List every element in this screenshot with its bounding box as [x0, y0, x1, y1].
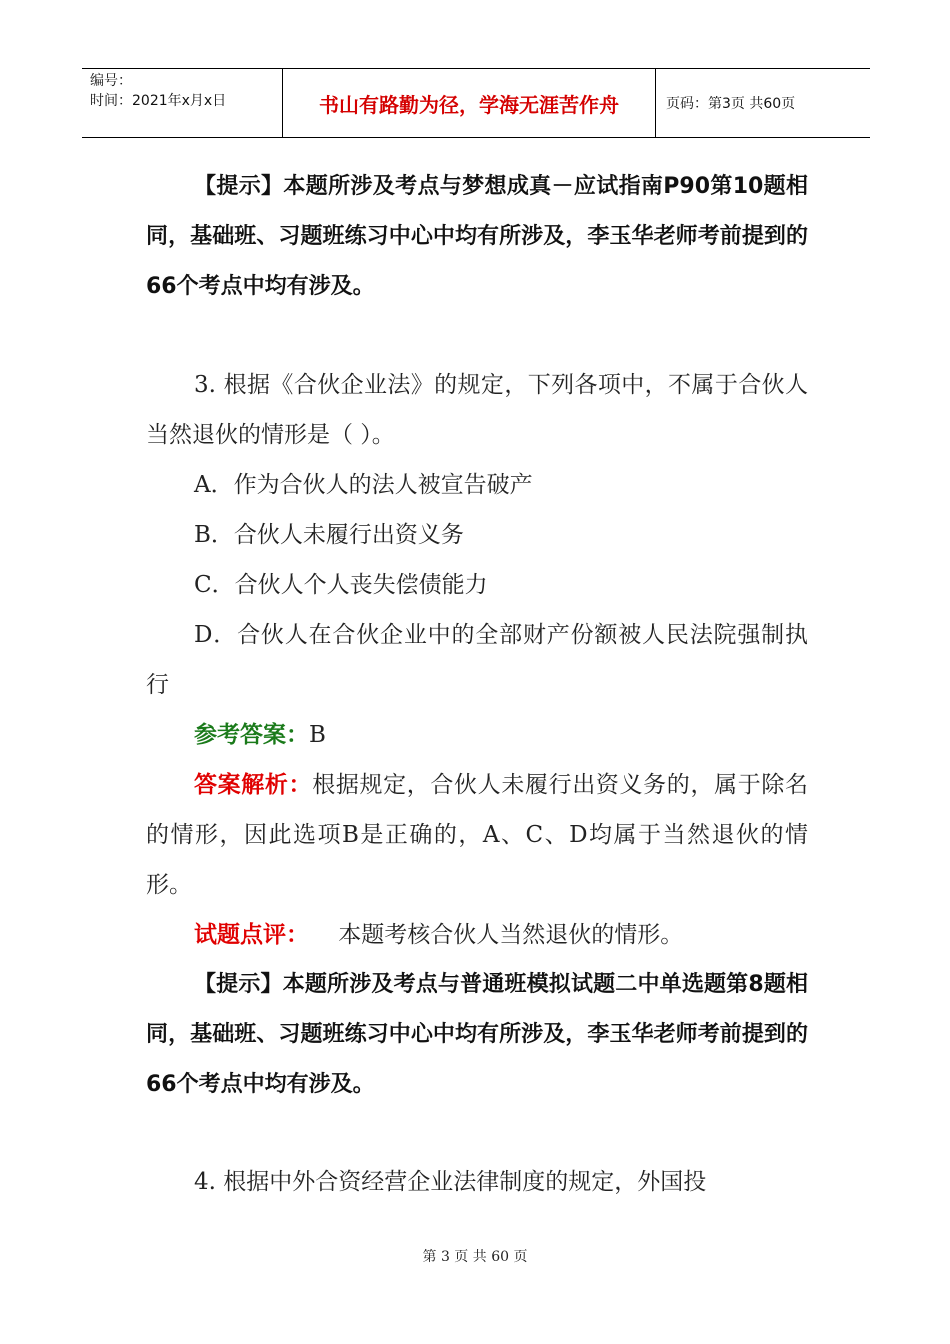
question-stem: 3. 根据《合伙企业法》的规定，下列各项中，不属于合伙人当然退伙的情形是（ ）。 — [146, 372, 808, 448]
analysis-line — [146, 760, 808, 910]
option-d: D．合伙人在合伙企业中的全部财产份额被人民法院强制执行 — [146, 622, 808, 698]
comment-label: 试题点评： — [194, 922, 309, 948]
time-label: 时间：2021年x月x日 — [90, 93, 227, 109]
tip-1 — [146, 162, 808, 312]
analysis-text: 根据规定，合伙人未履行出资义务的，属于除名的情形，因此选项B是正确的，A、C、D均属于当然退伙的情形。 — [146, 772, 809, 898]
tip-2: 【提示】本题所涉及考点与普通班模拟试题二中单选题第8题相同，基础班、习题班练习中心中均有所涉及，李玉华老师考前提到的66个考点中均有涉及。 — [146, 972, 808, 1097]
header-meta — [82, 69, 282, 137]
page-footer: 第 3 页 共 60 页 — [422, 1249, 528, 1265]
question-4 — [146, 1157, 808, 1207]
option-b: B．合伙人未履行出资义务 — [194, 522, 464, 548]
answer-value: B — [309, 722, 326, 748]
answer-line — [146, 710, 808, 760]
comment-text: 本题考核合伙人当然退伙的情形。 — [309, 922, 684, 948]
analysis-label: 答案解析： — [194, 772, 313, 798]
tip-text: 【提示】本题所涉及考点与梦想成真－应试指南P90第10题相同，基础班、习题班练习中心中均有所涉及，李玉华老师考前提到的66个考点中均有涉及。 — [146, 174, 808, 299]
question-4-stem: 4. 根据中外合资经营企业法律制度的规定，外国投 — [194, 1169, 707, 1195]
header-motto: 书山有路勤为径，学海无涯苦作舟 — [282, 69, 656, 137]
answer-label: 参考答案： — [194, 722, 309, 748]
comment-line — [146, 910, 808, 960]
page-header — [82, 68, 870, 138]
header-page-info: 页码：第3页 共60页 — [666, 96, 796, 112]
question-3 — [146, 360, 808, 1110]
option-a: A．作为合伙人的法人被宣告破产 — [194, 472, 533, 498]
option-c: C．合伙人个人丧失偿债能力 — [194, 572, 488, 598]
number-label: 编号： — [90, 73, 132, 89]
